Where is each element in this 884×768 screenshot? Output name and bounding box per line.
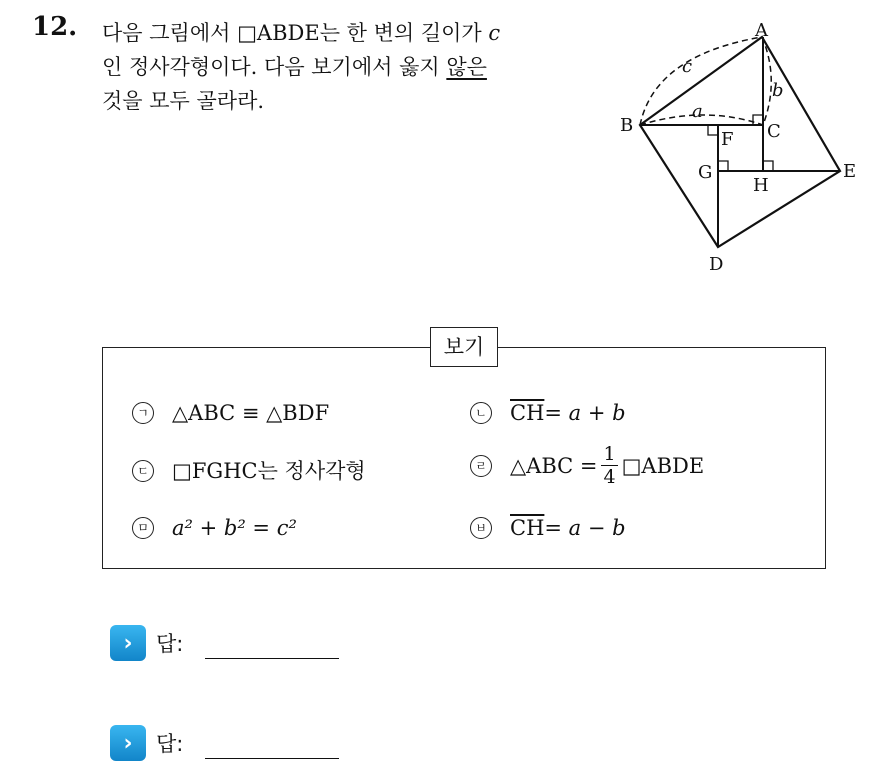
label-e: E	[843, 161, 857, 182]
option-marker-icon: ㄹ	[470, 455, 492, 477]
answer-label: 답:	[156, 732, 184, 756]
square-abde-outline	[640, 37, 840, 247]
question-line1-pre: 다음 그림에서	[102, 21, 238, 45]
label-a: A	[755, 20, 768, 41]
segment-ch-overline: $\overline{CH}$	[510, 401, 545, 425]
question-line-1	[102, 16, 602, 50]
answer-label: 답:	[156, 632, 184, 656]
option-bieup	[470, 513, 626, 543]
answer-row-2	[110, 725, 339, 761]
geometry-figure	[610, 20, 880, 280]
side-variable-c: c	[488, 21, 501, 45]
underlined-not: 않은	[446, 55, 487, 79]
question-line-2	[102, 50, 602, 84]
label-side-a: a	[692, 101, 703, 122]
option-text: a² + b² = c²	[172, 516, 297, 540]
option-text: △ABC ≡ △BDF	[172, 401, 330, 425]
option-marker-icon: ㅁ	[132, 517, 154, 539]
example-box-title: 보기	[430, 327, 498, 367]
option-text: = a − b	[544, 516, 626, 540]
answer-row-1	[110, 625, 339, 661]
right-angle-c	[753, 115, 763, 125]
option-marker-icon: ㄴ	[470, 402, 492, 424]
answer-blank[interactable]	[205, 728, 339, 759]
option-text-pre: △ABC =	[510, 453, 598, 478]
option-digeut	[132, 456, 366, 486]
fraction-numerator: 1	[603, 443, 616, 465]
question-line2-pre: 인 정사각형이다. 다음 보기에서 옳지	[102, 55, 447, 79]
question-number: 12.	[32, 12, 78, 42]
label-g: G	[698, 162, 713, 183]
right-angle-g	[718, 161, 728, 171]
square-abde: □ABDE	[237, 21, 320, 45]
option-marker-icon: ㄱ	[132, 402, 154, 424]
question-text	[102, 16, 602, 118]
question-line1-mid: 는 한 변의 길이가	[319, 21, 489, 45]
label-b: B	[620, 115, 634, 136]
option-text: = a + b	[544, 401, 626, 425]
option-mieum	[132, 513, 297, 543]
right-angle-h	[763, 161, 773, 171]
chevron-right-icon: ›	[110, 625, 146, 661]
label-f: F	[721, 129, 734, 150]
answer-blank[interactable]	[205, 628, 339, 659]
label-c: C	[767, 121, 781, 142]
label-h: H	[753, 175, 769, 196]
question-line-3: 것을 모두 골라라.	[102, 89, 265, 113]
segment-ch-overline: $\overline{CH}$	[510, 516, 545, 540]
option-marker-icon: ㅂ	[470, 517, 492, 539]
label-d: D	[709, 254, 724, 275]
label-side-b: b	[772, 80, 784, 101]
option-rieul	[470, 443, 704, 488]
option-marker-icon: ㄷ	[132, 460, 154, 482]
chevron-right-icon: ›	[110, 725, 146, 761]
option-giyeok	[132, 398, 329, 428]
fraction-denominator: 4	[603, 466, 616, 488]
fraction	[601, 443, 617, 488]
option-text: □FGHC는 정사각형	[172, 459, 366, 483]
right-angle-f	[708, 125, 718, 135]
option-text-post: □ABDE	[621, 453, 705, 478]
option-nieun	[470, 398, 626, 428]
label-side-c: c	[682, 56, 693, 77]
